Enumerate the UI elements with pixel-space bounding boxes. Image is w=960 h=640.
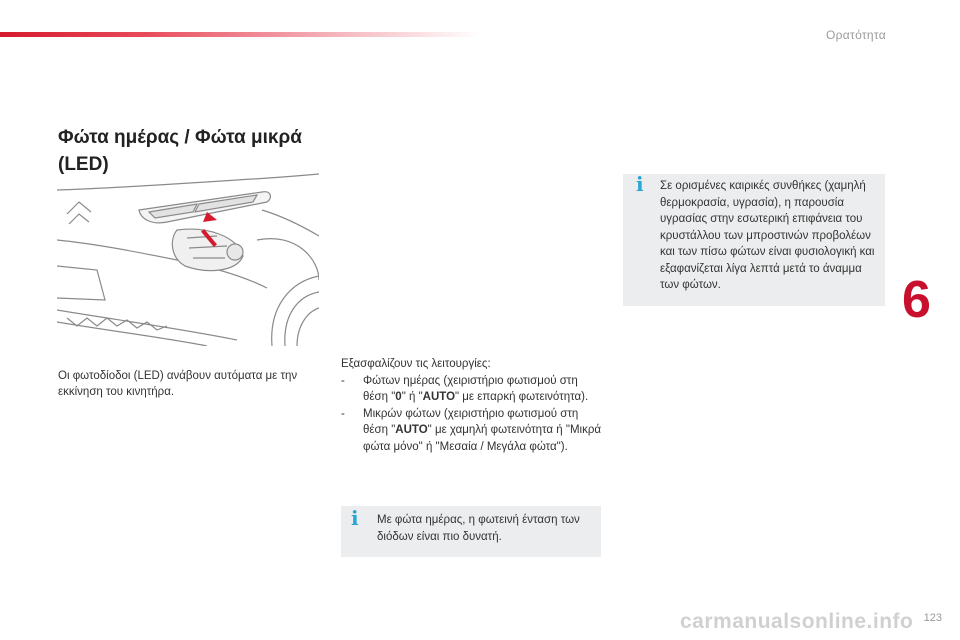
headlight-illustration [57,170,319,346]
page-number: 123 [923,612,942,624]
list-bullet: - [341,407,345,420]
watermark: carmanualsonline.info [680,610,914,633]
list-item-text: Φώτων ημέρας (χειριστήριο φωτισμού στη θέση "0" ή "AUTO" με επαρκή φωτεινότητα). [363,374,589,403]
list-item [341,373,603,406]
header-accent-bar [0,32,480,37]
list-item [341,406,603,456]
chapter-number: 6 [902,271,931,329]
functions-intro: Εξασφαλίζουν τις λειτουργίες: [341,358,491,370]
car-front-drawing [57,170,319,346]
functions-list [341,356,603,455]
info-box-humidity [623,174,885,306]
info-icon: i [636,172,644,196]
list-bullet: - [341,374,345,387]
info-box-intensity [341,506,601,557]
list-item-text: Μικρών φώτων (χειριστήριο φωτισμού στη θέση "AUTO" με χαμηλή φωτεινότητα ή "Μικρά φώτα μόνο" ή "Μεσαία / Μεγάλα φώτα"). [363,407,602,453]
page-title: Φώτα ημέρας / Φώτα μικρά (LED) [58,127,302,175]
led-caption: Οι φωτοδίοδοι (LED) ανάβουν αυτόματα με την εκκίνηση του κινητήρα. [58,369,298,398]
section-title: Ορατότητα [826,28,886,42]
info-icon: i [351,506,359,530]
info-text: Σε ορισμένες καιρικές συνθήκες (χαμηλή θερμοκρασία, υγρασία), η παρουσία υγρασίας στην εσωτερική επιφάνεια του κρυστάλλου των μπροστινών προβολέων και των πίσω φώτων είναι φυσιολογική και εξαφανίζεται λίγα λεπτά μετά το άναμμα των φώτων. [660,180,875,291]
info-text: Με φώτα ημέρας, η φωτεινή ένταση των διόδων είναι πιο δυνατή. [377,514,580,543]
